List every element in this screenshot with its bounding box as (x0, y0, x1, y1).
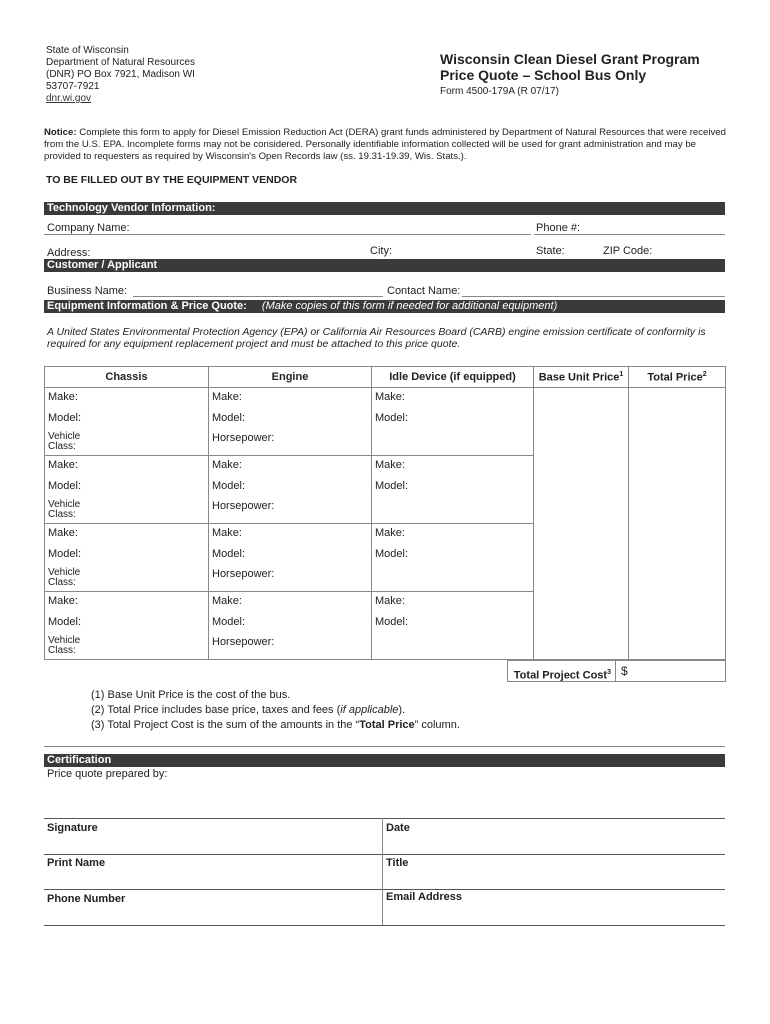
total-project-cost-label (508, 661, 616, 681)
form-number: Form 4500-179A (R 07/17) (440, 86, 559, 97)
horsepower-label: Horsepower: (212, 568, 275, 580)
total-price-cell[interactable] (629, 456, 726, 524)
equipment-section-header (44, 300, 725, 313)
company-name-label: Company Name: (47, 222, 130, 234)
contact-name-field[interactable] (462, 296, 725, 297)
email-address-field[interactable] (384, 890, 724, 924)
chassis-model-cell[interactable] (45, 477, 209, 497)
epa-certificate-note: A United States Environmental Protection Agency (EPA) or California Air Resources Board (CARB) engine emission certificate of conformity is required for any equipment replacement project and must be attached to this price quote. (47, 326, 706, 350)
engine-make-cell[interactable] (209, 388, 372, 410)
equipment-table (44, 366, 726, 660)
footnote-text: ). (398, 704, 406, 716)
equipment-section-subtitle: (Make copies of this form if needed for additional equipment) (261, 300, 558, 312)
agency-line: (DNR) PO Box 7921, Madison WI (46, 69, 195, 80)
make-label: Make: (212, 595, 242, 607)
equipment-section-title: Equipment Information & Price Quote: (47, 300, 247, 312)
signature-field[interactable] (44, 819, 381, 853)
model-label: Model: (212, 480, 246, 492)
header-base-unit-price (534, 367, 629, 388)
horsepower-cell[interactable] (209, 633, 372, 660)
idle-model-cell[interactable] (372, 477, 534, 497)
prepared-by-label: Price quote prepared by: (47, 768, 168, 780)
footnote-1 (91, 688, 460, 703)
notice-label: Notice: (44, 127, 77, 138)
vehicle-class-cell[interactable] (45, 633, 209, 660)
make-label: Make: (212, 459, 242, 471)
print-name-label: Print Name (47, 857, 106, 869)
make-label: Make: (375, 595, 405, 607)
agency-line: Department of Natural Resources (46, 57, 195, 68)
business-name-field[interactable] (133, 296, 383, 297)
vehicle-class-label (48, 429, 205, 452)
vendor-section-header: Technology Vendor Information: (44, 202, 725, 215)
make-label: Make: (212, 391, 242, 403)
phone-number-label: Phone Number (47, 893, 126, 905)
vehicle-label: Vehicle (48, 431, 81, 442)
form-title-line1: Wisconsin Clean Diesel Grant Program (440, 51, 700, 67)
date-label: Date (386, 822, 410, 834)
total-project-cost-box (507, 660, 726, 682)
idle-make-cell[interactable] (372, 592, 534, 614)
notice (44, 127, 734, 163)
header-chassis: Chassis (45, 367, 209, 388)
title-field[interactable] (384, 855, 724, 888)
address-label: Address: (47, 247, 91, 259)
header-idle-device: Idle Device (if equipped) (372, 367, 534, 388)
idle-blank-cell (372, 565, 534, 592)
header-total-price-text: Total Price (647, 371, 703, 384)
business-name-label: Business Name: (47, 285, 128, 297)
vehicle-class-label (48, 633, 205, 656)
engine-make-cell[interactable] (209, 524, 372, 546)
chassis-make-cell[interactable] (45, 388, 209, 410)
footnote-text: ” column. (414, 719, 460, 731)
chassis-make-cell[interactable] (45, 456, 209, 478)
class-label: Class: (48, 509, 76, 520)
chassis-make-cell[interactable] (45, 592, 209, 614)
make-label: Make: (375, 391, 405, 403)
footnote-strong: Total Price (359, 719, 415, 731)
notice-text: Complete this form to apply for Diesel Emission Reduction Act (DERA) grant funds administered by Department of Natural Resources that were received from the U.S. EPA. Incomplete forms may not be considered. Personally identifiable information collected will be used for grant administration and may be provided to requesters as required by Wisconsin's Open Records law (ss. 19.31-19.39, Wis. Stats.). (44, 127, 726, 162)
total-project-cost-field[interactable] (618, 661, 725, 681)
contact-name-label: Contact Name: (387, 285, 461, 297)
table-row (45, 592, 726, 614)
model-label: Model: (48, 412, 82, 424)
zip-label: ZIP Code: (603, 245, 653, 257)
bottom-divider (44, 925, 725, 926)
idle-blank-cell (372, 429, 534, 456)
agency-website-link[interactable]: dnr.wi.gov (46, 93, 92, 104)
chassis-model-cell[interactable] (45, 545, 209, 565)
make-label: Make: (48, 527, 78, 539)
idle-model-cell[interactable] (372, 409, 534, 429)
model-label: Model: (375, 616, 409, 628)
vendor-instruction: TO BE FILLED OUT BY THE EQUIPMENT VENDOR (46, 174, 298, 186)
header-base-unit-price-text: Base Unit Price (538, 371, 620, 384)
engine-model-cell[interactable] (209, 613, 372, 633)
form-title-line2: Price Quote – School Bus Only (440, 67, 647, 83)
footnote-2 (91, 703, 460, 718)
table-row (45, 388, 726, 410)
horsepower-label: Horsepower: (212, 432, 275, 444)
footnote-emphasis: if applicable (340, 704, 399, 716)
table-row (45, 456, 726, 478)
vehicle-class-cell[interactable] (45, 497, 209, 524)
make-label: Make: (375, 459, 405, 471)
print-name-field[interactable] (44, 855, 381, 888)
divider (44, 746, 725, 747)
total-price-cell[interactable] (629, 388, 726, 456)
agency-address (46, 45, 195, 105)
vehicle-label: Vehicle (48, 499, 81, 510)
footnote-3 (91, 718, 460, 733)
model-label: Model: (375, 548, 409, 560)
model-label: Model: (375, 480, 409, 492)
total-project-cost-text: Total Project Cost (513, 669, 608, 682)
make-label: Make: (48, 459, 78, 471)
vehicle-class-cell[interactable] (45, 565, 209, 592)
class-label: Class: (48, 441, 76, 452)
model-label: Model: (212, 616, 246, 628)
signature-label: Signature (47, 822, 98, 834)
model-label: Model: (48, 480, 82, 492)
class-label: Class: (48, 577, 76, 588)
phone-label: Phone #: (536, 222, 581, 234)
state-label: State: (536, 245, 565, 257)
table-row (45, 524, 726, 546)
company-name-field[interactable] (44, 234, 531, 235)
base-unit-price-cell[interactable] (534, 456, 629, 524)
idle-blank-cell (372, 633, 534, 660)
idle-make-cell[interactable] (372, 388, 534, 410)
chassis-model-cell[interactable] (45, 409, 209, 429)
currency-symbol: $ (621, 664, 628, 678)
footnote-text: Base Unit Price is the cost of the bus. (107, 689, 291, 701)
footnote-number: (1) (91, 689, 105, 701)
engine-model-cell[interactable] (209, 409, 372, 429)
date-field[interactable] (384, 819, 724, 853)
customer-section-header: Customer / Applicant (44, 259, 725, 272)
footnote-ref: 3 (607, 669, 611, 676)
vehicle-class-label (48, 565, 205, 588)
class-label: Class: (48, 645, 76, 656)
footnote-ref: 1 (619, 370, 624, 378)
make-label: Make: (48, 595, 78, 607)
model-label: Model: (212, 548, 246, 560)
footnote-number: (2) (91, 704, 105, 716)
header-engine: Engine (209, 367, 372, 388)
model-label: Model: (212, 412, 246, 424)
city-label: City: (370, 245, 392, 257)
footnote-text: Total Price includes base price, taxes and fees ( (107, 704, 341, 716)
vehicle-class-label (48, 497, 205, 520)
email-address-label: Email Address (386, 891, 463, 903)
horsepower-label: Horsepower: (212, 636, 275, 648)
model-label: Model: (48, 616, 82, 628)
horsepower-cell[interactable] (209, 497, 372, 524)
idle-blank-cell (372, 497, 534, 524)
engine-make-cell[interactable] (209, 456, 372, 478)
footnote-number: (3) (91, 719, 105, 731)
vehicle-class-cell[interactable] (45, 429, 209, 456)
model-label: Model: (48, 548, 82, 560)
form-title (440, 51, 700, 83)
footnotes (91, 688, 460, 733)
make-label: Make: (375, 527, 405, 539)
horsepower-cell[interactable] (209, 429, 372, 456)
idle-make-cell[interactable] (372, 456, 534, 478)
footnote-ref: 2 (702, 370, 707, 378)
base-unit-price-cell[interactable] (534, 524, 629, 592)
agency-line: State of Wisconsin (46, 45, 129, 56)
vehicle-label: Vehicle (48, 635, 81, 646)
vehicle-label: Vehicle (48, 567, 81, 578)
horsepower-cell[interactable] (209, 565, 372, 592)
model-label: Model: (375, 412, 409, 424)
engine-model-cell[interactable] (209, 545, 372, 565)
idle-model-cell[interactable] (372, 545, 534, 565)
chassis-make-cell[interactable] (45, 524, 209, 546)
horsepower-label: Horsepower: (212, 500, 275, 512)
phone-number-field[interactable] (44, 890, 381, 924)
base-unit-price-cell[interactable] (534, 388, 629, 456)
total-price-cell[interactable] (629, 524, 726, 592)
engine-make-cell[interactable] (209, 592, 372, 614)
base-unit-price-cell[interactable] (534, 592, 629, 660)
phone-field[interactable] (534, 234, 725, 235)
total-price-cell[interactable] (629, 592, 726, 660)
header-total-price (629, 367, 726, 388)
certification-section-header: Certification (44, 754, 725, 767)
column-divider (382, 818, 383, 925)
agency-line: 53707-7921 (46, 81, 100, 92)
title-label: Title (386, 857, 409, 869)
engine-model-cell[interactable] (209, 477, 372, 497)
make-label: Make: (48, 391, 78, 403)
idle-model-cell[interactable] (372, 613, 534, 633)
chassis-model-cell[interactable] (45, 613, 209, 633)
footnote-text: Total Project Cost is the sum of the amounts in the “ (107, 719, 360, 731)
make-label: Make: (212, 527, 242, 539)
idle-make-cell[interactable] (372, 524, 534, 546)
